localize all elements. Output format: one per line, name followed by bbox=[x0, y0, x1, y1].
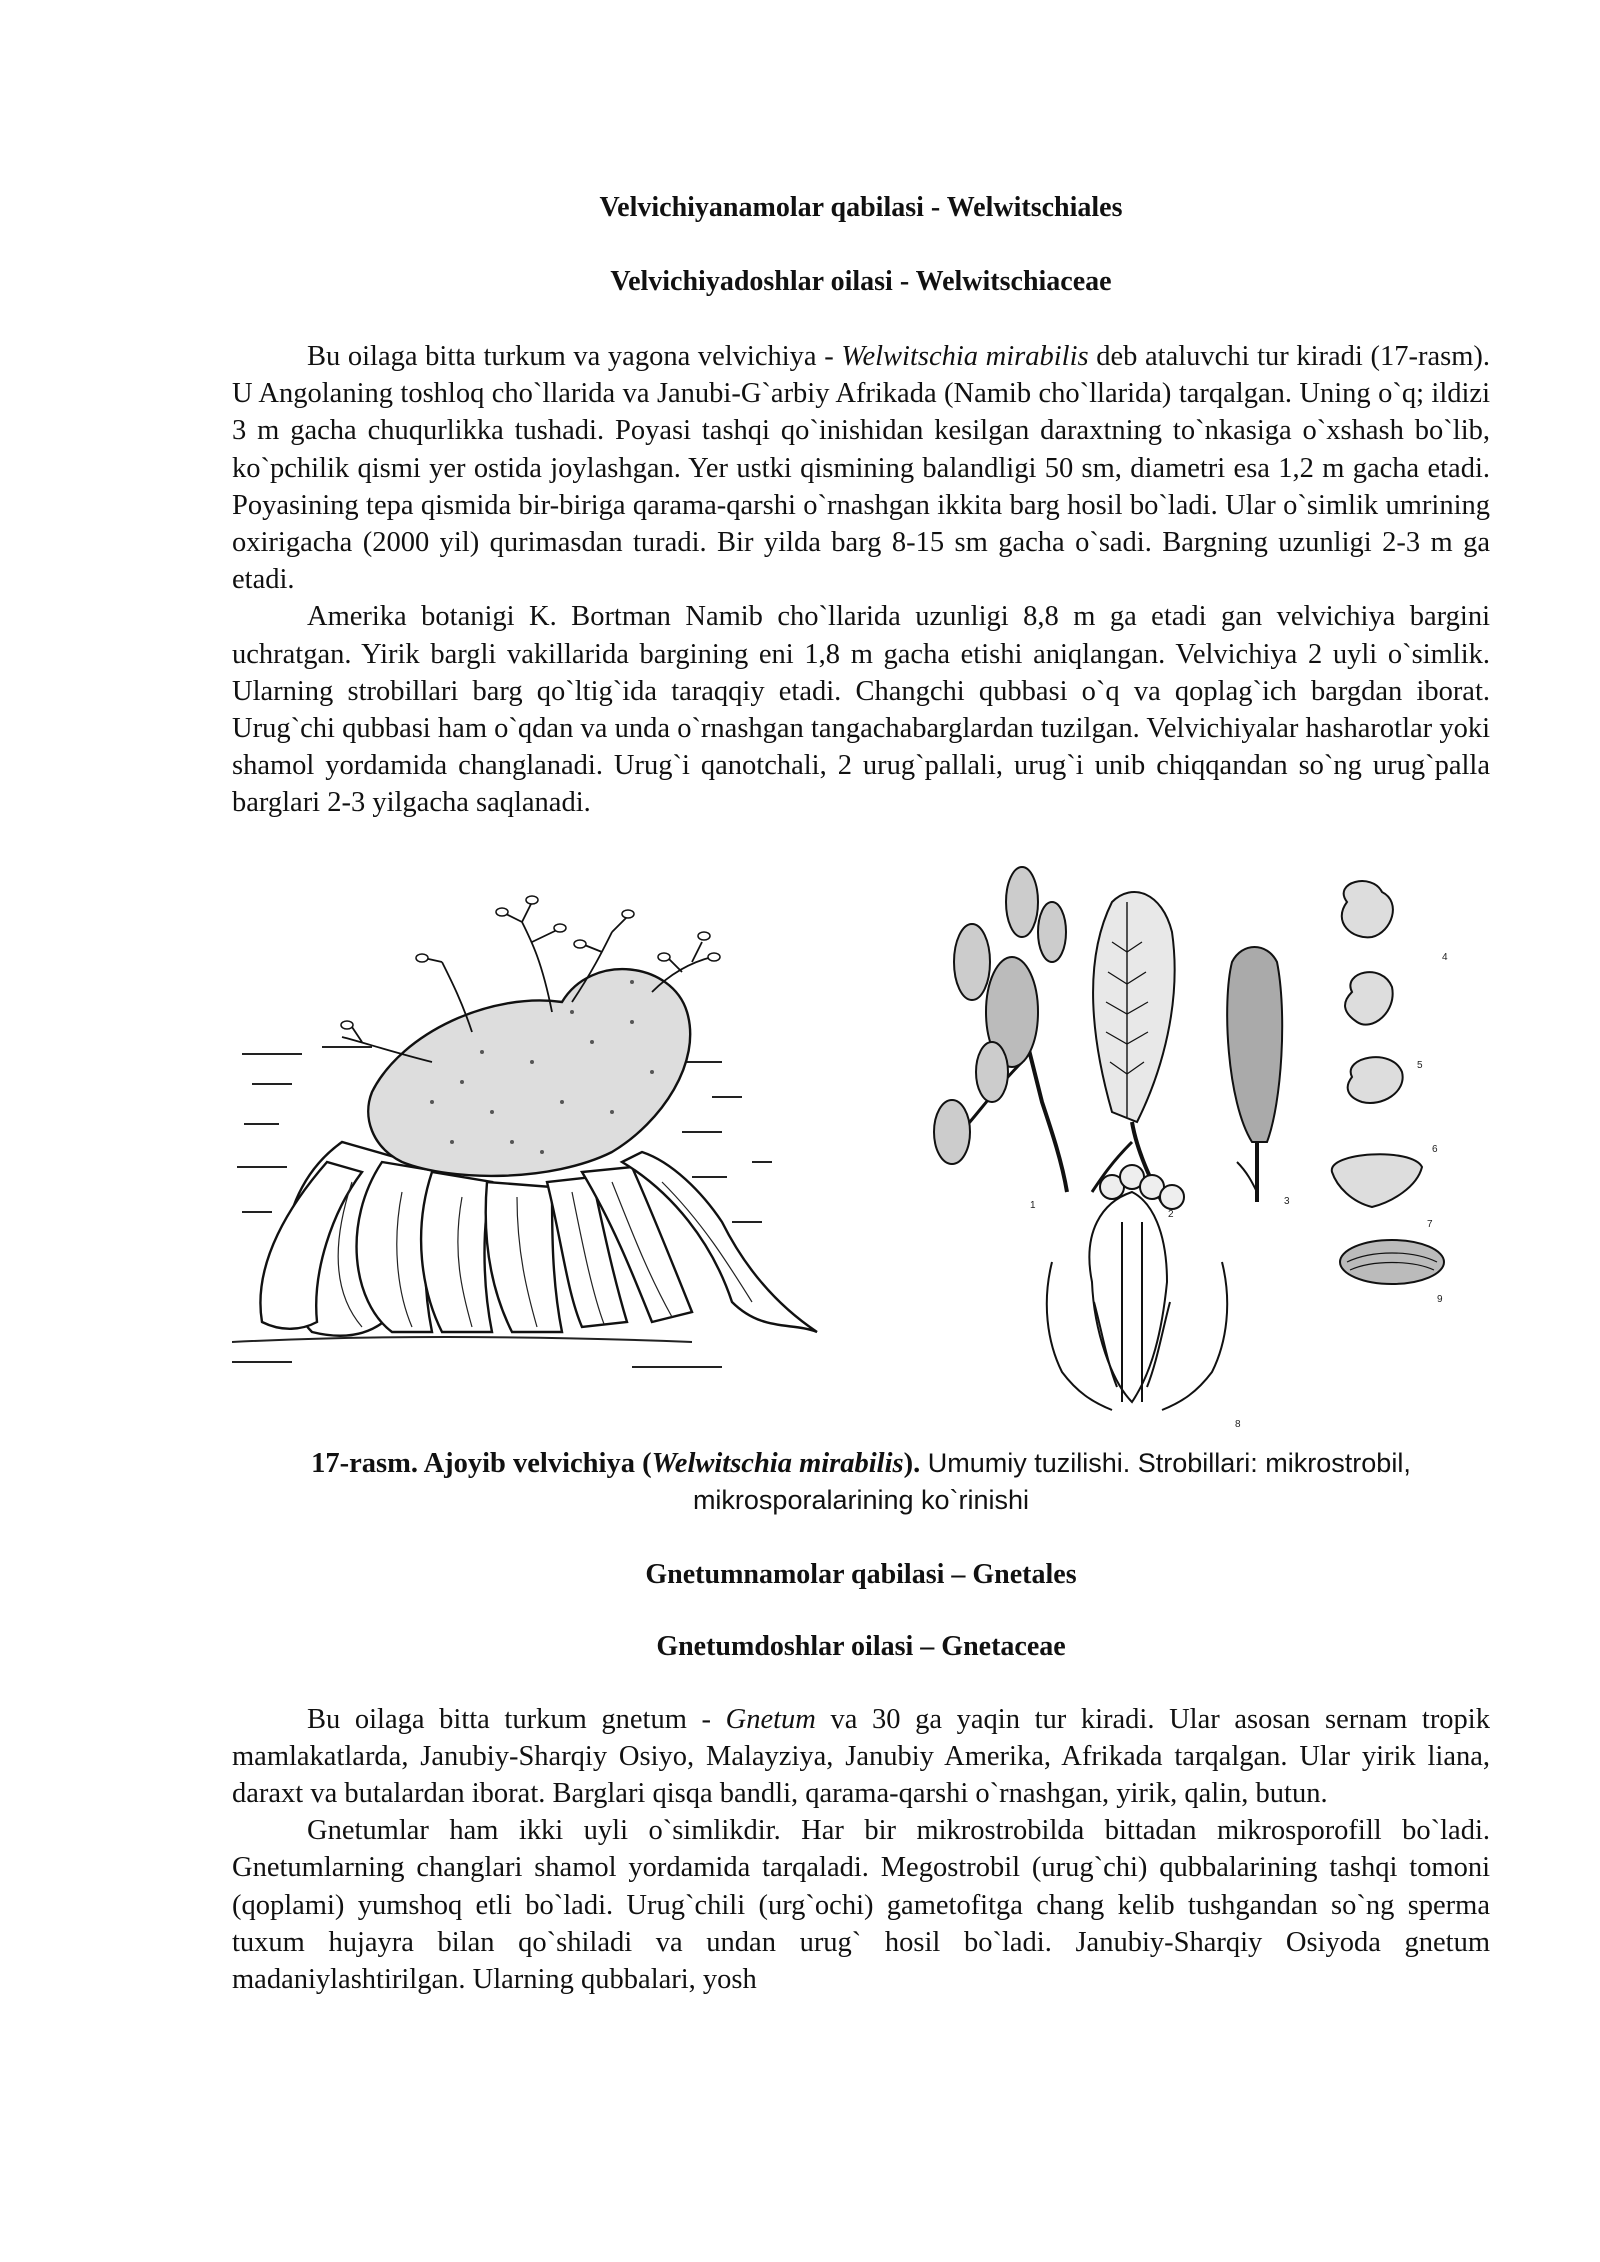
seed-drawing bbox=[1340, 1240, 1444, 1284]
paragraph-welwitschia-intro bbox=[232, 338, 1490, 598]
figure-number-7: 7 bbox=[1427, 1218, 1433, 1230]
microstrobil-branch bbox=[934, 867, 1067, 1192]
long-strobil bbox=[1227, 947, 1282, 1202]
family-heading-welwitschiaceae: Velvichiyadoshlar oilasi - Welwitschiaceae bbox=[610, 266, 1112, 297]
paragraph-text: Bu oilaga bitta turkum gnetum - bbox=[307, 1703, 726, 1735]
welwitschia-illustration bbox=[232, 862, 1490, 1437]
figure-welwitschia bbox=[232, 862, 1490, 1437]
figure-number-1: 1 bbox=[1030, 1199, 1036, 1211]
figure-number-4: 4 bbox=[1442, 951, 1448, 963]
paragraph-welwitschia-details: Amerika botanigi K. Bortman Namib cho`llarida uzunligi 8,8 m ga etadi gan velvichiya bargini uchratgan. Yirik bargli vakillarida bargining eni 1,8 m gacha etishi aniqlangan. Velvichiya 2 uyli o`simlik. Ularning strobillari barg qo`ltig`ida taraqqiy etadi. Changchi qubbasi o`q va qoplag`ich bargdan iborat. Urug`chi qubbasi ham o`qdan va unda o`rnashgan tangachabarglardan tuzilgan. Velvichiyalar hasharotlar yoki shamol yordamida changlanadi. Urug`i qanotchali, 2 urug`pallali, urug`i unib chiqqandan so`ng urug`palla barglari 2-3 yilgacha saqlanadi. bbox=[232, 601, 1490, 819]
paragraph-text: va 30 ga yaqin tur kiradi. Ular asosan sernam tropik mamlakatlarda, Janubiy-Sharqiy Osiyo, Malayziya, Janubiy Amerika, Afrikada tarqalgan. Ular yirik liana, daraxt va butalardan iborat. Barglari qisqa bandli, qarama-qarshi o`rnashgan, yirik, qalin, butun. bbox=[232, 1703, 1490, 1810]
caption-label: 17-rasm. Ajoyib velvichiya ( bbox=[311, 1447, 652, 1479]
detail-drawings bbox=[1332, 881, 1422, 1207]
figure-number-2: 2 bbox=[1168, 1208, 1174, 1220]
figure-number-9: 9 bbox=[1437, 1293, 1443, 1305]
figure-caption bbox=[232, 1445, 1490, 1519]
family-heading-gnetaceae: Gnetumdoshlar oilasi – Gnetaceae bbox=[656, 1630, 1066, 1662]
figure-number-5: 5 bbox=[1417, 1059, 1423, 1071]
figure-number-8: 8 bbox=[1235, 1418, 1241, 1430]
figure-number-6: 6 bbox=[1432, 1143, 1438, 1155]
plant-crown bbox=[368, 969, 690, 1176]
order-heading-welwitschiales: Velvichiyanamolar qabilasi - Welwitschiales bbox=[599, 192, 1123, 223]
scientific-name: Welwitschia mirabilis bbox=[841, 341, 1089, 372]
caption-scientific-name: Welwitschia mirabilis bbox=[651, 1447, 904, 1479]
caption-description: Umumiy tuzilishi. Strobillari: mikrostrobil, mikrosporalarining ko`rinishi bbox=[692, 1447, 1411, 1515]
caption-close: ). bbox=[903, 1447, 921, 1479]
paragraph-gnetum-intro bbox=[232, 1701, 1490, 1813]
figure-number-3: 3 bbox=[1284, 1195, 1290, 1207]
paragraph-gnetum-details: Gnetumlar ham ikki uyli o`simlikdir. Har bir mikrostrobilda bittadan mikrosporofill bo`ladi. Gnetumlarning changlari shamol yordamida tarqaladi. Megostrobil (urug`chi) qubbalarining tashqi tomoni (qoplami) yumshoq etli bo`ladi. Urug`chili (urg`ochi) gametofitga chang kelib tushgandan so`ng sperma tuxum hujayra bilan qo`shiladi va undan urug` hosil bo`ladi. Janubiy-Sharqiy Osiyoda gnetum madaniylashtirilgan. Ularning qubbalari, yosh bbox=[232, 1815, 1490, 1996]
megastrobil-cone bbox=[1092, 892, 1175, 1202]
document-page bbox=[232, 190, 1490, 1998]
scientific-name: Gnetum bbox=[725, 1703, 816, 1735]
flower-section bbox=[1047, 1165, 1227, 1410]
order-heading-gnetales: Gnetumnamolar qabilasi – Gnetales bbox=[645, 1558, 1077, 1590]
paragraph-text: Bu oilaga bitta turkum va yagona velvichiya - bbox=[307, 341, 842, 372]
paragraph-text: deb ataluvchi tur kiradi (17-rasm). U Angolaning toshloq cho`llarida va Janubi-G`arbiy Afrikada (Namib cho`llarida) tarqalgan. Uning o`q; ildizi 3 m gacha chuqurlikka tushadi. Poyasi tashqi qo`inishidan kesilgan daraxtning to`nkasiga o`xshash bo`lib, ko`pchilik qismi yer ostida joylashgan. Yer ustki qismining balandligi 50 sm, diametri esa 1,2 m gacha etadi. Poyasining tepa qismida bir-biriga qarama-qarshi o`rnashgan ikkita barg hosil bo`ladi. Ular o`simlik umrining oxirigacha (2000 yil) qurimasdan turadi. Bir yilda barg 8-15 sm gacha o`sadi. Bargning uzunligi 2-3 m ga etadi. bbox=[232, 341, 1490, 596]
